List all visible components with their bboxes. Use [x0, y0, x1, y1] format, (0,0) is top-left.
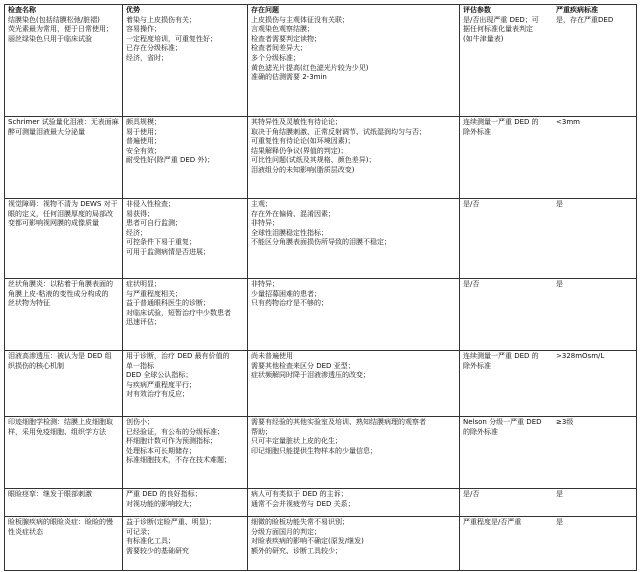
issue-line: 存在外在偏倚、混淆因素； [251, 209, 335, 218]
adv-line: 益于诊断(定睑严重、明显)； [126, 518, 216, 526]
score-line: 的除外标准 [463, 427, 498, 436]
severe-value: 是 [556, 200, 563, 208]
issue-line: 主观； [251, 200, 272, 208]
row1-issue-line: 检查者需要判定读物； [251, 34, 321, 43]
issue-line: 需要有经验的其他实验室及培训、熟知结膜病理的观察者 [251, 418, 426, 426]
cell-name [5, 199, 123, 279]
adv-line: 可用于监测病情是否进展； [126, 247, 210, 256]
cell-issue [248, 417, 460, 489]
adv-line: 处理标本可长期储存； [126, 446, 196, 455]
adv-line: 普遍使用； [126, 137, 161, 146]
name-line: 织损伤的核心机制 [8, 361, 64, 370]
issue-line: 症状频解同时降于泪液渗透压的改变； [251, 371, 370, 380]
adv-line: 单一指标 [126, 361, 154, 370]
header-name: 检查名称 [8, 6, 36, 14]
row1-name-line: 荧光素最为常用，便于日常使用； [8, 25, 113, 34]
table-row [5, 489, 637, 517]
score-line: 除外标准 [463, 127, 491, 136]
adv-line: 耐受性好(除严重 DED 外)； [126, 156, 215, 165]
issue-line: 可重复性有待论论(如环境因素)； [251, 137, 355, 146]
adv-line: 经济； [126, 228, 147, 237]
header-row [5, 5, 637, 117]
cell-name [5, 517, 123, 571]
name-line: 眼睑痉挛：继发于眼部刺激 [8, 490, 92, 498]
row1-issue-line: 检查者间差异大； [251, 44, 307, 53]
adv-line: 创伤小； [126, 418, 154, 426]
cell-adv [123, 279, 248, 351]
issue-line: 泪液组分的未知影响(脂质层改变) [251, 165, 355, 174]
row1-adv-line: 已存在分级标准； [126, 44, 182, 53]
cell-name [5, 417, 123, 489]
score-line: 是/否 [463, 490, 480, 498]
row1-adv-line: 着染与上皮损伤有关； [126, 15, 196, 24]
adv-line: 对视功能的影响较大； [126, 499, 196, 508]
table-row [5, 517, 637, 571]
cell-issue [248, 199, 460, 279]
adv-line: 非侵入性检查； [126, 200, 175, 208]
adv-line: DED 全球公认指标； [126, 371, 193, 380]
row1-severe-value: 是，存在严重DED [556, 16, 614, 24]
header-issues: 存在问题 [251, 6, 279, 14]
cell-score [460, 517, 637, 571]
name-line: 醉可测量泪液最大分泌量 [8, 127, 85, 136]
cell-score [460, 117, 637, 199]
issue-line: 额外的研究、诊断工具较少； [251, 546, 342, 555]
score-line: Nelson 分级一严重 DED [463, 418, 542, 426]
adv-line: 用于诊断，治疗 DED 最有价值的 [126, 352, 230, 360]
cell-adv [123, 199, 248, 279]
adv-line: 患者可自行监测； [126, 219, 182, 228]
row1-issue-line: 准确的估测需要 2-3min [251, 73, 327, 82]
adv-line: 症状明显； [126, 280, 161, 288]
header-params: 评估参数 [463, 6, 491, 14]
row1-issue-line: 黄色滤光片提高(红色滤光片较为少见) [251, 63, 369, 72]
issue-line: 取决于角结膜刺激、正常反射调节、试纸湿润均匀与否； [251, 127, 426, 136]
adv-line: 颇具规模； [126, 118, 161, 126]
adv-line: 有标准化工具； [126, 537, 175, 546]
name-line: 变都可影响视网膜的成像质量 [8, 219, 99, 228]
severe-value: <3mm [556, 118, 580, 126]
score-line: 连续测量一严重 DED 的 [463, 118, 539, 126]
table-row [5, 417, 637, 489]
name-line: Schrimer 试验量化泪液：无表面麻 [8, 118, 119, 126]
row1-score-line: 是/否出现严重 DED；可 [463, 15, 539, 24]
header-cell-adv [123, 5, 248, 117]
adv-line: 与疾病严重程度平行； [126, 380, 196, 389]
issue-line: 不能区分角膜表面损伤所导致的泪膜不稳定； [251, 238, 391, 247]
issue-line: 尚未普遍使用 [251, 352, 293, 360]
severe-value: 是 [556, 518, 563, 526]
issue-line: 病人可有类似于 DED 的主诉； [251, 490, 348, 498]
adv-line: 需要较少的基础研究 [126, 546, 189, 555]
issue-line: 细微的睑板功能失常不易识别； [251, 518, 349, 526]
table-row [5, 199, 637, 279]
header-cell-name [5, 5, 123, 117]
adv-line: 对有效治疗有反应； [126, 390, 189, 399]
cell-score [460, 351, 637, 417]
name-line: 泪液高渗透压：被认为是 DED 组 [8, 352, 112, 360]
issue-line: 少量招募困难的患者； [251, 289, 321, 298]
adv-line: 严重 DED 的良好指标； [126, 490, 202, 498]
cell-issue [248, 351, 460, 417]
row1-issue-line: 言观染色观察结膜； [251, 25, 314, 34]
name-line: 丝状角膜炎：以粘着于角膜表面的 [8, 280, 113, 288]
cell-issue [248, 279, 460, 351]
severe-value: ≥3级 [556, 418, 574, 426]
issue-line: 可比性问题(试纸及其规格、颜色差异)； [251, 156, 376, 165]
cell-issue [248, 489, 460, 517]
issue-line: 帮助； [251, 427, 272, 436]
name-line: 眼的定义，任何泪膜厚度的局部改 [8, 209, 113, 218]
adv-line: 迅速评估； [126, 318, 161, 327]
header-cell-score [460, 5, 637, 117]
cell-name [5, 279, 123, 351]
adv-line: 安全有效； [126, 146, 161, 155]
name-line: 样，采用免疫细胞、组织学方法 [8, 427, 106, 436]
issue-line: 非特异； [251, 219, 279, 228]
row1-score-line: 据任何标准化量表判定 [463, 25, 533, 34]
row1-score-line: (如牛津量表) [463, 34, 504, 43]
adv-line: 与严重程度相关； [126, 289, 182, 298]
cell-score [460, 199, 637, 279]
severe-value: 是 [556, 280, 563, 288]
adv-line: 标准细胞技术，不存在技术难题； [126, 456, 231, 465]
name-line: 丝状物为特征 [8, 299, 50, 308]
evaluation-table [4, 4, 637, 571]
row1-issue-line: 上皮损伤与主观体征没有关联； [251, 15, 349, 24]
issue-line: 全球性泪膜稳定性指标； [251, 228, 328, 237]
issue-line: 印记细胞只能提供生物样本的少量信息； [251, 446, 377, 455]
score-line: 除外标准 [463, 361, 491, 370]
table-row [5, 279, 637, 351]
cell-adv [123, 417, 248, 489]
header-severe-criteria: 严重疾病标准 [556, 6, 598, 14]
severe-value: 是 [556, 490, 563, 498]
name-line: 睑板腺疾病的眼睑炎症：睑睑的慢 [8, 518, 113, 526]
row1-name-line: 丽丝绿染色只用于临床试验 [8, 34, 92, 43]
score-line: 是/否 [463, 200, 480, 208]
cell-score [460, 417, 637, 489]
cell-issue [248, 517, 460, 571]
cell-adv [123, 117, 248, 199]
adv-line: 已经验证，有公布的分级标准； [126, 427, 224, 436]
score-line: 严重程度是/否严重 [463, 518, 522, 526]
issue-line: 需要其他检查来区分 DED 亚型； [251, 361, 355, 370]
issue-line: 分级方面国月的判定； [251, 527, 321, 536]
cell-score [460, 279, 637, 351]
header-advantages: 优势 [126, 6, 140, 14]
score-line: 是/否 [463, 280, 480, 288]
row1-adv-line: 一定程度培训，可重复性好； [126, 34, 217, 43]
adv-line: 可记录； [126, 527, 154, 536]
name-line: 视觉障碍：视物不清为 DEWS 对干 [8, 200, 118, 208]
row1-name-line: 结膜染色(包括结膜松弛/脏褶) [8, 15, 100, 24]
adv-line: 可控条件下易于重复； [126, 238, 196, 247]
issue-line: 结果解释仍争议(界值的判定)； [251, 146, 348, 155]
adv-line: 益于普通眼科医生的诊断； [126, 299, 210, 308]
name-line: 性炎症状态 [8, 527, 43, 536]
name-line: 角膜上皮-粘液的变性成分构成的 [8, 289, 109, 298]
issue-line: 通常不会并视疲劳与 DED 关系； [251, 499, 355, 508]
cell-score [460, 489, 637, 517]
score-line: 连续测量一严重 DED 的 [463, 352, 539, 360]
cell-name [5, 351, 123, 417]
name-line: 印迹细胞学检测：结膜上皮细胞取 [8, 418, 113, 426]
row1-adv-line: 经济，省时； [126, 53, 168, 62]
cell-adv [123, 517, 248, 571]
row1-adv-line: 容易操作； [126, 25, 161, 34]
issue-line: 对睑表疾病的影响不确定(原发/继发) [251, 537, 364, 546]
table-row [5, 117, 637, 199]
cell-adv [123, 489, 248, 517]
table-row [5, 351, 637, 417]
severe-value: >328mOsm/L [556, 352, 605, 360]
issue-line: 其特异性及灵敏性有待论论； [251, 118, 342, 126]
adv-line: 易于使用； [126, 127, 161, 136]
issue-line: 只可丰定量脏状上皮的化生； [251, 437, 342, 446]
cell-name [5, 117, 123, 199]
issue-line: 非特异； [251, 280, 279, 288]
cell-adv [123, 351, 248, 417]
row1-issue-line: 多个分级标准； [251, 53, 300, 62]
adv-line: 杯细胞计数可作为预测指标； [126, 437, 217, 446]
header-cell-issue [248, 5, 460, 117]
issue-line: 只有药物治疗是不够的； [251, 299, 328, 308]
cell-name [5, 489, 123, 517]
cell-issue [248, 117, 460, 199]
adv-line: 对临床试验，短暂治疗中少数患者 [126, 308, 231, 317]
adv-line: 易获得； [126, 209, 154, 218]
